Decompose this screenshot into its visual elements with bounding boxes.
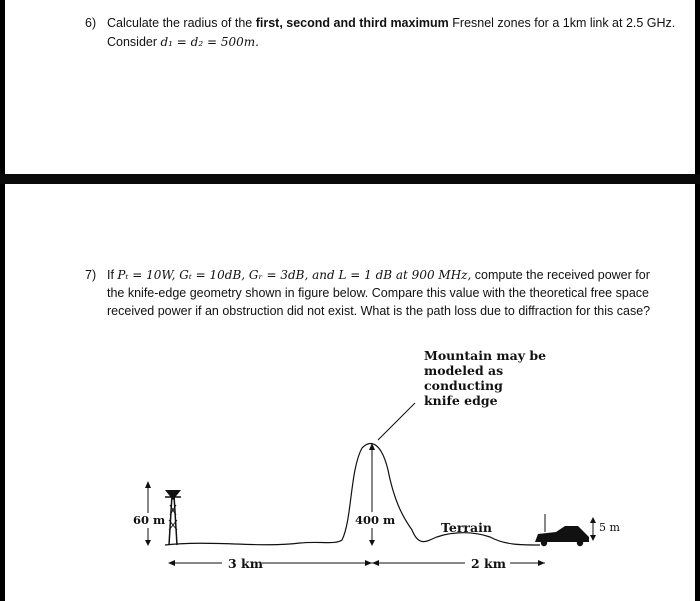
question-7-line-2: the knife-edge geometry shown in figure below. Compare this value with the theoretical free space <box>107 286 649 300</box>
question-7 <box>85 266 675 326</box>
question-7-number: 7) <box>85 268 97 282</box>
question-7-line-1: If Pₜ = 10W, Gₜ = 10dB, Gᵣ = 3dB, and L = 1 dB at 900 MHz, compute the received power for <box>107 268 650 282</box>
question-6-line-1: Calculate the radius of the first, second and third maximum Fresnel zones for a 1km link at 2.5 GHz. <box>107 16 676 30</box>
question-7-panel <box>0 184 700 601</box>
mountain-height-label: 400 m <box>355 513 396 527</box>
distance-1-label: 3 km <box>228 556 263 571</box>
caption-line-3: conducting <box>424 378 503 393</box>
question-6-number: 6) <box>85 16 97 30</box>
panel-divider <box>0 174 700 184</box>
distance-2-label: 2 km <box>471 556 506 571</box>
question-6 <box>85 14 676 54</box>
caption-line-2: modeled as <box>424 363 504 378</box>
tower-height-label: 60 m <box>133 513 166 527</box>
caption-line-1: Mountain may be <box>424 348 547 363</box>
question-6-line-2: Consider d₁ = d₂ = 500m. <box>107 35 259 49</box>
caption-line-4: knife edge <box>424 393 498 408</box>
car-height-label: 5 m <box>599 521 620 534</box>
terrain-label: Terrain <box>441 520 492 535</box>
question-7-line-3: received power if an obstruction did not exist. What is the path loss due to diffraction for this case? <box>107 304 651 318</box>
